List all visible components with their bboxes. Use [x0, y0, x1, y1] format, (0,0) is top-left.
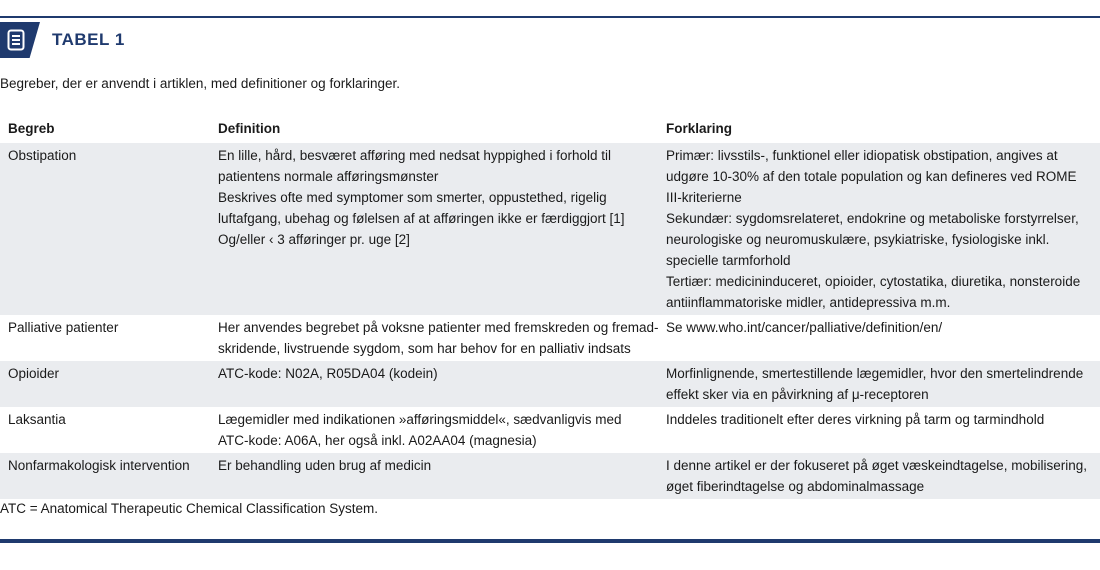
- definition-line: luftafgang, ubehag og følelsen af at afføringen ikke er færdiggjort [1]: [218, 211, 625, 226]
- term-cell: Opioider: [0, 361, 210, 407]
- term-cell: Nonfarmakologisk intervention: [0, 453, 210, 499]
- table-caption: Begreber, der er anvendt i artiklen, med definitioner og forklaringer.: [0, 76, 400, 91]
- top-rule: [0, 16, 1100, 18]
- definition-cell: [210, 407, 658, 453]
- definition-line: ATC-kode: A06A, her også inkl. A02AA04 (magnesia): [218, 433, 537, 448]
- term-cell: Laksantia: [8, 412, 66, 427]
- explanation-line: Primær: livsstils-, funktionel eller idiopatisk obstipation, angives at: [666, 148, 1058, 163]
- column-header-definition: Definition: [210, 114, 658, 143]
- explanation-line: I denne artikel er der fokuseret på øget væskeindtagelse, mobilisering,: [666, 458, 1087, 473]
- definition-line: patientens normale afføringsmønster: [218, 169, 439, 184]
- definition-cell: [210, 143, 658, 316]
- definition-cell: [210, 361, 658, 407]
- definition-line: En lille, hård, besværet afføring med nedsat hyppighed i forhold til: [218, 148, 611, 163]
- bottom-rule: [0, 539, 1100, 543]
- definition-line: skridende, livstruende sygdom, som har behov for en palliativ indsats: [218, 341, 631, 356]
- explanation-line: Sekundær: sygdomsrelateret, endokrine og metaboliske forstyrrelser,: [666, 211, 1079, 226]
- explanation-line: neurologiske og neuromuskulære, psykiatriske, fysiologiske inkl.: [666, 232, 1050, 247]
- definition-cell: [210, 315, 658, 361]
- explanation-cell: [658, 407, 1100, 453]
- column-header-forklaring: Forklaring: [658, 114, 1100, 143]
- definition-line: ATC-kode: N02A, R05DA04 (kodein): [218, 366, 438, 381]
- table-footnote: ATC = Anatomical Therapeutic Chemical Classification System.: [0, 501, 379, 516]
- explanation-line: specielle tarmforhold: [666, 253, 791, 268]
- table-title: TABEL 1: [52, 30, 125, 49]
- explanation-line: effekt sker via en påvirkning af μ-receptoren: [666, 387, 929, 402]
- document-list-icon: [7, 29, 27, 51]
- term-cell: Palliative patienter: [8, 320, 119, 335]
- explanation-cell: [658, 361, 1100, 407]
- explanation-line: Inddeles traditionelt efter deres virkning på tarm og tarmindhold: [666, 412, 1045, 427]
- explanation-line: øget fiberindtagelse og abdominalmassage: [666, 479, 925, 494]
- explanation-line: antiinflammatoriske midler, antidepressiva m.m.: [666, 295, 951, 310]
- explanation-line: Morfinlignende, smertestillende lægemidler, hvor den smertelindrende: [666, 366, 1084, 381]
- explanation-cell: [658, 315, 1100, 361]
- column-header-begreb: Begreb: [0, 114, 210, 143]
- table-row: [0, 407, 1100, 453]
- table-badge: [0, 22, 40, 58]
- table-row: [0, 361, 1100, 407]
- definition-line: Beskrives ofte med symptomer som smerter, oppustethed, rigelig: [218, 190, 607, 205]
- table-body: [0, 143, 1100, 500]
- definitions-table: [0, 114, 1100, 499]
- table-row: [0, 453, 1100, 499]
- definition-line: Her anvendes begrebet på voksne patienter med fremskreden og fremad-: [218, 320, 659, 335]
- table-header: [0, 22, 1100, 58]
- table-header-row: [0, 114, 1100, 143]
- definition-cell: [210, 453, 658, 499]
- term-cell: Obstipation: [0, 143, 210, 316]
- explanation-line: udgøre 10-30% af den totale population og kan defineres ved ROME: [666, 169, 1077, 184]
- explanation-line: Se www.who.int/cancer/palliative/definition/en/: [666, 320, 943, 335]
- table-row: [0, 143, 1100, 316]
- definition-line: Og/eller ‹ 3 afføringer pr. uge [2]: [218, 232, 410, 247]
- table-row: [0, 315, 1100, 361]
- explanation-line: III-kriterierne: [666, 190, 742, 205]
- explanation-line: Tertiær: medicininduceret, opioider, cytostatika, diuretika, nonsteroide: [666, 274, 1081, 289]
- explanation-cell: [658, 143, 1100, 316]
- definition-line: Er behandling uden brug af medicin: [218, 458, 432, 473]
- definition-line: Lægemidler med indikationen »afføringsmiddel«, sædvanligvis med: [218, 412, 622, 427]
- explanation-cell: [658, 453, 1100, 499]
